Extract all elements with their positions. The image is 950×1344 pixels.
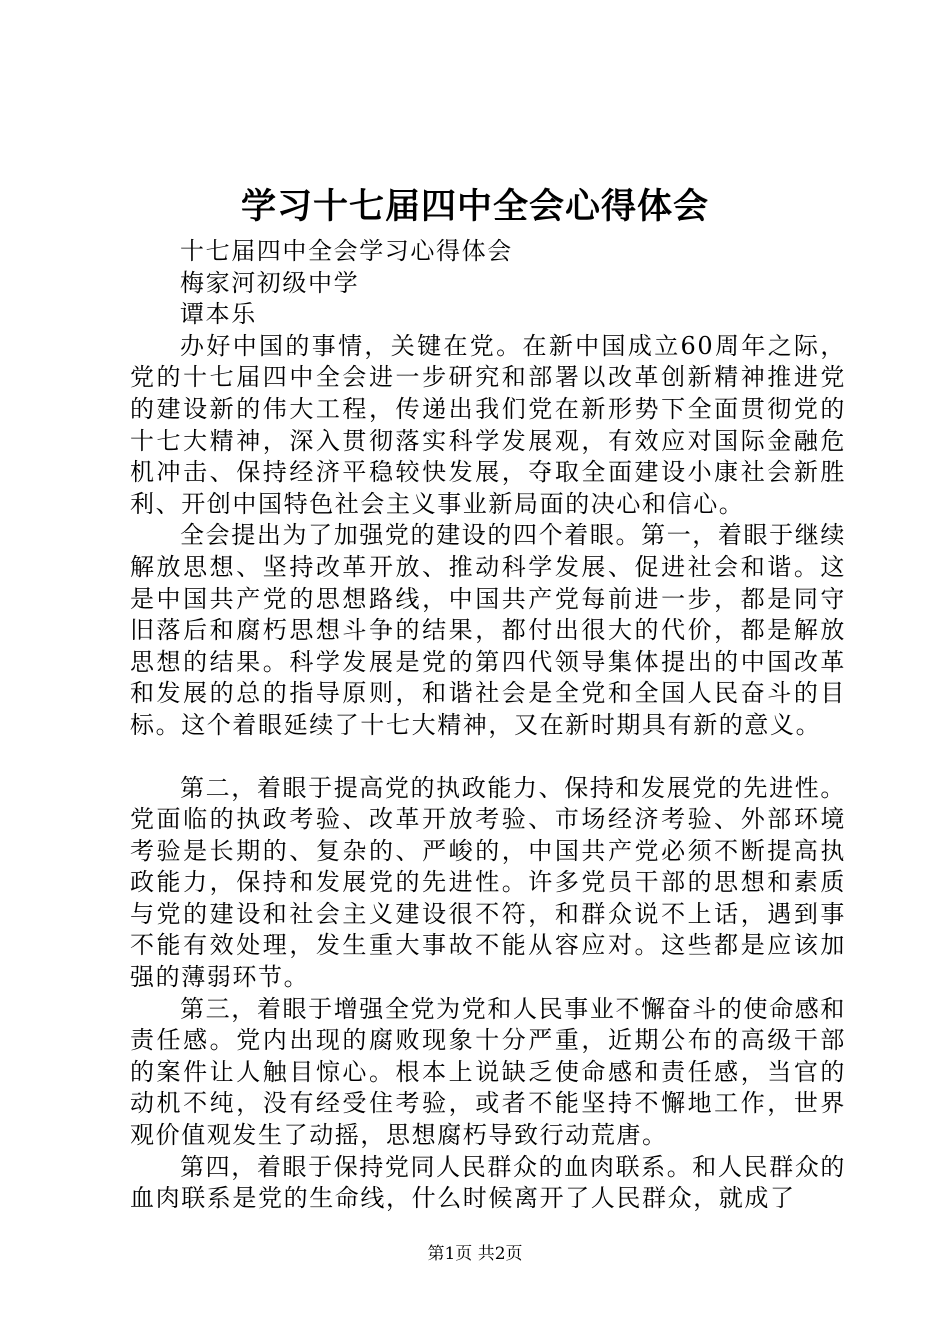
document-title: 学习十七届四中全会心得体会	[240, 186, 709, 227]
page-footer: 第1页 共2页	[427, 1244, 523, 1264]
paragraph-second-point: 第二，着眼于提高党的执政能力、保持和发展党的先进性。党面临的执政考验、改革开放考验、市场经济考验、外部环境考验是长期的、复杂的、严峻的，中国共产党必须不断提高执政能力，保持和发展党的先进性。许多党员干部的思想和素质与党的建设和社会主义建设很不符，和群众说不上话，遇到事不能有效处理，发生重大事故不能从容应对。这些都是应该加强的薄弱环节。	[130, 773, 846, 992]
document-body	[130, 236, 846, 1215]
school-line: 梅家河初级中学	[180, 268, 360, 297]
paragraph-intro: 办好中国的事情，关键在党。在新中国成立60周年之际，党的十七届四中全会进一步研究和部署以改革创新精神推进党的建设新的伟大工程，传递出我们党在新形势下全面贯彻党的十七大精神，深入贯彻落实科学发展观，有效应对国际金融危机冲击、保持经济平稳较快发展，夺取全面建设小康社会新胜利、开创中国特色社会主义事业新局面的决心和信心。	[130, 331, 846, 518]
paragraph-third-point: 第三，着眼于增强全党为党和人民事业不懈奋斗的使命感和责任感。党内出现的腐败现象十分严重，近期公布的高级干部的案件让人触目惊心。根本上说缺乏使命感和责任感，当官的动机不纯，没有经受住考验，或者不能坚持不懈地工作，世界观价值观发生了动摇，思想腐朽导致行动荒唐。	[130, 994, 846, 1150]
subtitle-line: 十七届四中全会学习心得体会	[180, 237, 513, 265]
author-line: 谭本乐	[180, 300, 257, 329]
paragraph-fourth-point: 第四，着眼于保持党同人民群众的血肉联系。和人民群众的血肉联系是党的生命线，什么时候离开了人民群众，就成了	[130, 1152, 846, 1213]
paragraph-first-point: 全会提出为了加强党的建设的四个着眼。第一，着眼于继续解放思想、坚持改革开放、推动科学发展、促进社会和谐。这是中国共产党的思想路线，中国共产党每前进一步，都是同守旧落后和腐朽思想斗争的结果，都付出很大的代价，都是解放思想的结果。科学发展是党的第四代领导集体提出的中国改革和发展的总的指导原则，和谐社会是全党和全国人民奋斗的目标。这个着眼延续了十七大精神，又在新时期具有新的意义。	[130, 521, 846, 739]
